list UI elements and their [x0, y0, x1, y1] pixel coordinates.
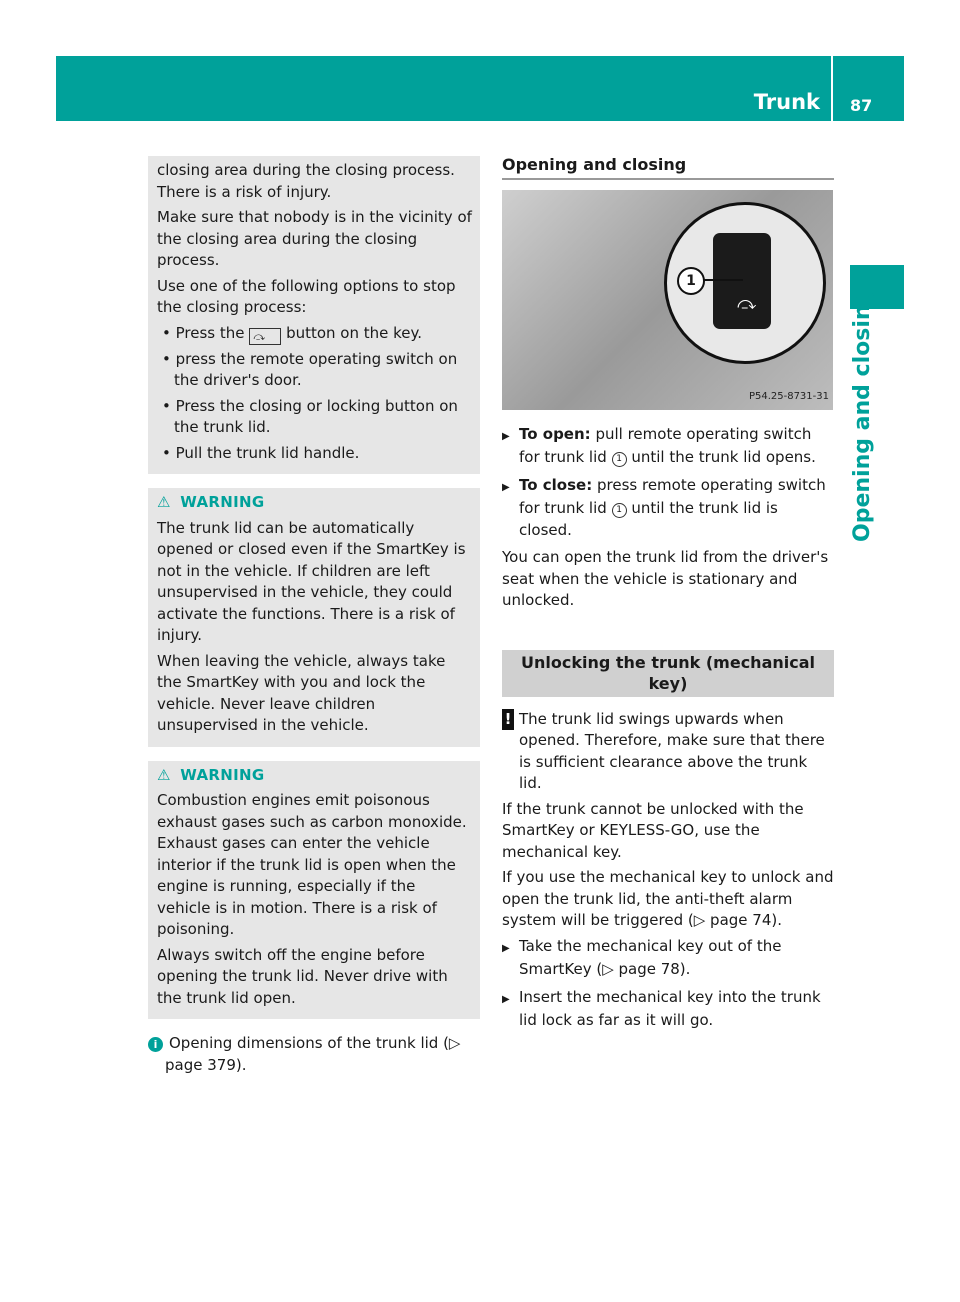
warning-box: [148, 761, 480, 1020]
page-number: 87: [850, 96, 873, 115]
info-icon: i: [148, 1037, 163, 1052]
step-open: [502, 424, 834, 469]
trunk-switch: [713, 233, 771, 329]
subsection-heading: Unlocking the trunk (mechanical key): [502, 650, 834, 697]
section-heading: Opening and closing: [502, 154, 834, 180]
text: Insert the mechanical key into the trunk lid lock as far as it will go.: [519, 987, 821, 1029]
warning-box: [148, 488, 480, 747]
text: Take the mechanical key out of the SmartKey (▷ page 78).: [519, 936, 782, 978]
callout-ref: 1: [612, 503, 627, 518]
exclamation-icon: !: [502, 709, 514, 731]
callout-ref: 1: [612, 452, 627, 467]
text: until the trunk lid is closed.: [519, 499, 778, 539]
switch-detail-circle: [664, 202, 826, 364]
text: Make sure that nobody is in the vicinity of the closing area during the closing process.: [157, 208, 472, 269]
trunk-open-icon: ⤼: [737, 292, 757, 314]
text: If the trunk cannot be unlocked with the SmartKey or KEYLESS-GO, use the mechanical key.: [502, 799, 804, 861]
warning-title: WARNING: [180, 493, 265, 511]
warning-title: WARNING: [180, 765, 265, 784]
warning-continued-box: [148, 156, 480, 474]
left-column: [148, 156, 480, 1080]
list-item: • Pull the trunk lid handle.: [162, 443, 360, 462]
trunk-switch-figure: [502, 190, 833, 410]
text: closing area during the closing process. There is a risk of injury.: [157, 161, 455, 201]
step: [502, 987, 834, 1032]
text: If you use the mechanical key to unlock and open the trunk lid, the anti-theft alarm system will be triggered (▷ page 74).: [502, 868, 834, 929]
chapter-label: [850, 288, 880, 550]
text: Press the closing or locking button on the trunk lid.: [174, 396, 458, 436]
note: [502, 709, 834, 795]
text: The trunk lid swings upwards when opened. Therefore, make sure that there is sufficient clearance above the trunk lid.: [519, 709, 825, 792]
warning-triangle-icon: ⚠: [157, 493, 171, 511]
list-item: • Press the ⤼ button on the key.: [162, 323, 423, 343]
text: press remote operating switch for trunk lid: [519, 475, 826, 517]
text: Use one of the following options to stop the closing process:: [157, 276, 456, 316]
text: Press the: [175, 323, 245, 342]
text: Always switch off the engine before opening the trunk lid. Never drive with the trunk lid open.: [157, 945, 448, 1007]
figure-code: P54.25-8731-31: [748, 391, 829, 402]
text: You can open the trunk lid from the driver's seat when the vehicle is stationary and unlocked.: [502, 548, 829, 609]
section-title: Trunk: [753, 90, 820, 114]
warning-triangle-icon: ⚠: [157, 765, 171, 784]
text: When leaving the vehicle, always take the SmartKey with you and lock the vehicle. Never leave children unsupervised in the vehicle.: [157, 651, 446, 734]
step: [502, 936, 834, 981]
list-item: • press the remote operating switch on the driver's door.: [162, 349, 458, 389]
page-header: [56, 56, 904, 121]
callout-1: 1: [677, 267, 705, 295]
label: To close:: [519, 475, 593, 494]
header-divider: [831, 56, 833, 121]
label: To open:: [519, 424, 591, 443]
text: press the remote operating switch on the driver's door.: [174, 349, 458, 389]
text: until the trunk lid opens.: [631, 448, 816, 466]
right-column: [502, 154, 834, 1038]
step-close: [502, 475, 834, 542]
chapter-label-text: Opening and closing: [850, 288, 875, 542]
trunk-key-icon: ⤼: [249, 328, 281, 345]
text: Pull the trunk lid handle.: [175, 443, 360, 462]
text: button on the key.: [286, 323, 423, 342]
text: The trunk lid can be automatically opened or closed even if the SmartKey is not in the vehicle. If children are left unsupervised in the vehicle, they could activate the functions. There is a risk of injury.: [157, 518, 466, 644]
list-item: • Press the closing or locking button on the trunk lid.: [162, 396, 458, 436]
info-text: Opening dimensions of the trunk lid (▷ page 379).: [165, 1034, 461, 1074]
text: Combustion engines emit poisonous exhaust gases such as carbon monoxide. Exhaust gases can enter the vehicle interior if the trunk lid is open when the engine is running, especially if the vehicle is in motion. There is a risk of poisoning.: [157, 791, 467, 938]
text: pull remote operating switch for trunk lid: [519, 424, 812, 466]
callout-line: [703, 279, 743, 281]
